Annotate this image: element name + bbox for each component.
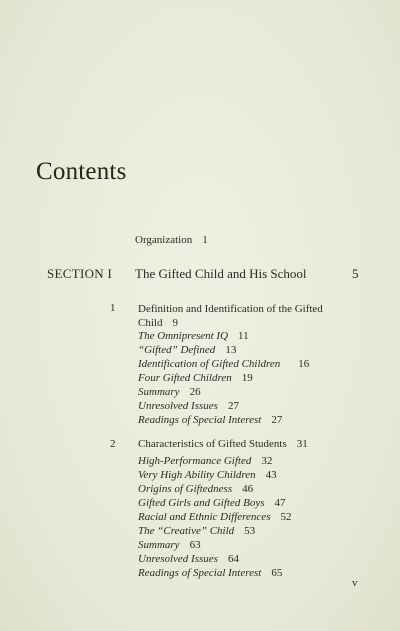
subentry-title: The “Creative” Child [138,525,235,537]
toc-subentry [138,483,253,495]
section-page: 5 [352,266,359,281]
chapter-number: 2 [110,438,116,450]
subentry-page: 46 [242,483,254,495]
chapter-number: 1 [110,302,116,314]
subentry-title: Racial and Ethnic Differences [138,511,271,523]
subentry-title: Summary [138,386,180,398]
chapter-title-line1: Characteristics of Gifted Students [138,438,287,450]
section-label: SECTION I [47,266,113,281]
subentry-title: “Gifted” Defined [138,344,216,356]
toc-subentry [138,330,249,342]
subentry-title: Summary [138,539,180,551]
chapter-page: 31 [296,438,308,450]
toc-subentry [138,414,282,426]
subentry-page: 52 [280,511,292,523]
subentry-title: The Omnipresent IQ [138,330,229,342]
toc-subentry [138,358,309,370]
toc-subentry [138,525,255,537]
subentry-title: Gifted Girls and Gifted Boys [138,497,265,509]
subentry-page: 27 [271,414,283,426]
page-title: Contents [36,158,127,185]
chapter-title-line2: Child [138,317,163,329]
toc-subentry [138,469,277,481]
subentry-page: 47 [274,497,286,509]
toc-subentry [138,455,272,467]
subentry-title: Four Gifted Children [138,372,232,384]
toc-subentry [138,497,286,509]
toc-entry-organization [135,234,208,246]
toc-subentry [138,400,239,412]
chapter-title [138,438,308,450]
toc-subentry [138,553,239,565]
subentry-page: 53 [244,525,256,537]
toc-subentry [138,344,236,356]
toc-subentry [138,386,201,398]
subentry-title: Readings of Special Interest [138,567,262,579]
subentry-page: 43 [265,469,277,481]
subentry-page: 63 [189,539,201,551]
subentry-page: 13 [225,344,237,356]
subentry-page: 32 [261,455,273,467]
subentry-title: Unresolved Issues [138,400,218,412]
toc-subentry [138,539,201,551]
section-title [135,266,307,282]
subentry-page: 19 [241,372,253,384]
subentry-title: Identification of Gifted Children [138,358,281,370]
section-title-text: The Gifted Child and His School [135,266,307,281]
subentry-page: 27 [227,400,239,412]
subentry-page: 64 [227,553,239,565]
toc-subentry [138,372,253,384]
chapter-title-line1: Definition and Identification of the Gifted [138,303,323,315]
subentry-page: 26 [189,386,201,398]
entry-page: 1 [202,234,208,246]
subentry-page: 16 [298,358,310,370]
toc-subentry [138,567,282,579]
subentry-title: Origins of Giftedness [138,483,233,495]
subentry-title: Readings of Special Interest [138,414,262,426]
toc-subentry [138,511,291,523]
subentry-title: Unresolved Issues [138,553,218,565]
subentry-title: Very High Ability Children [138,469,256,481]
subentry-title: High-Performance Gifted [138,455,252,467]
subentry-page: 65 [271,567,283,579]
page-folio: v [352,577,358,589]
subentry-page: 11 [238,330,249,342]
chapter-page: 9 [172,317,178,329]
entry-title: Organization [135,234,193,246]
chapter-title [138,302,338,330]
